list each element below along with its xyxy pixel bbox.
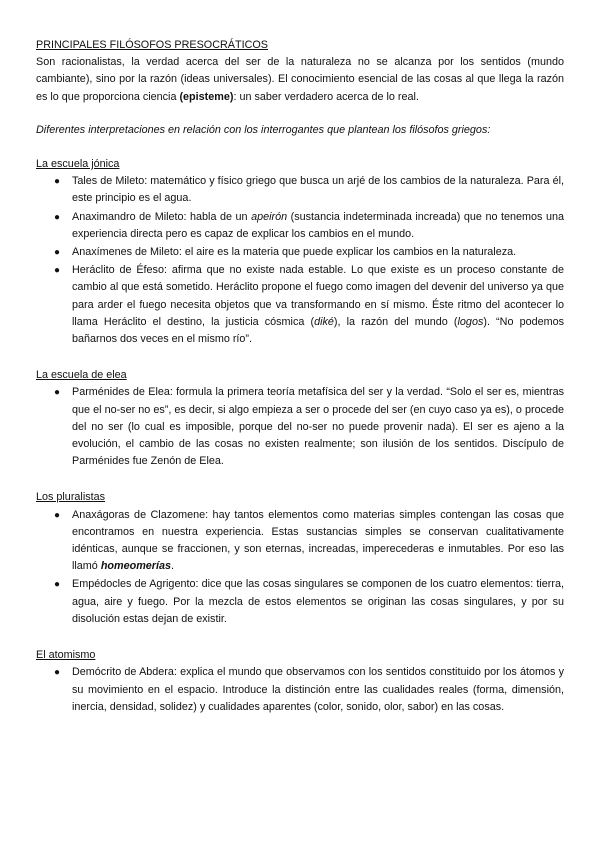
section-heading-atomismo: El atomismo [36,649,96,662]
list-atomismo [36,664,564,716]
item-text-2: . [171,560,175,573]
item-text-1: Anaximandro de Mileto: habla de un [72,210,252,223]
document-title: PRINCIPALES FILÓSOFOS PRESOCRÁTICOS [36,39,268,51]
intro-text-1: Son racionalistas, la verdad acerca del ser de la naturaleza no se alcanza por los sentidos (mundo cambiante), sino por la razón (ideas universales). El conocimiento esencial de las cosas al que llega la razón es lo que proporciona ciencia [36,56,564,103]
item-text-dike: diké [314,315,334,328]
section-heading-pluralistas: Los pluralistas [36,491,106,504]
item-text-logos: logos [457,315,484,328]
document-page [36,37,564,717]
list-item-democrito [36,664,564,716]
item-text-2: ), la razón del mundo ( [333,315,458,328]
item-text-apeiron: apeirón [251,210,288,223]
bullet-icon: ● [54,265,61,277]
bullet-icon: ● [54,176,61,188]
item-text-homeomerias: homeomerías [100,560,172,573]
bullet-icon: ● [54,579,61,591]
item-text: Tales de Mileto: matemático y físico griego que busca un arjé de los cambios de la naturaleza. Para él, este principio es el agua. [72,175,564,205]
item-text-3: ). “No podemos bañarnos dos veces en el mismo río”. [72,315,564,346]
list-item-anaxagoras [36,507,564,576]
intro-episteme: (episteme) [179,90,234,103]
item-text: Anaxímenes de Mileto: el aire es la materia que puede explicar los cambios en la naturaleza. [72,246,517,259]
list-item-empedocles [36,576,564,628]
list-item-anaximandro [36,209,564,243]
bullet-icon: ● [54,387,61,399]
item-text-1: Anaxágoras de Clazomene: hay tantos elementos como materias simples contengan las cosas que encontramos en nuestra experiencia. Estas sustancias simples se conservan cualitativamente idénticas, aunque se fraccionen, y son eternas, increadas, imperecederas e inmutables. Por eso las llamó [72,508,564,573]
bullet-icon: ● [54,211,61,223]
list-jonica [36,173,564,348]
bullet-icon: ● [54,247,61,259]
list-elea [36,384,564,470]
subtitle-line: Diferentes interpretaciones en relación con los interrogantes que plantean los filósofos griegos: [36,123,491,136]
section-heading-elea: La escuela de elea [36,369,127,382]
item-text-2: (sustancia indeterminada increada) que no tenemos una experiencia directa pero es capaz de explicar los cambios en el mundo. [72,210,564,240]
section-heading-jonica: La escuela jónica [36,158,120,171]
item-text-1: Heráclito de Éfeso: afirma que no existe nada estable. Lo que existe es un proceso constante de cambio al que está sometido. Heráclito propone el fuego como imagen del devenir del universo ya que para arder el fuego necesita objetos que va transformando en sí mismo. Éste ritmo del acontecer lo llama Heráclito el destino, la justicia cósmica ( [72,264,564,328]
list-item-anaximenes [36,244,564,261]
list-item-tales [36,173,564,207]
intro-paragraph [36,54,564,106]
item-text: Parménides de Elea: formula la primera teoría metafísica del ser y la verdad. “Solo el ser es, mientras que el no-ser no es”, es decir, si algo empieza a ser o procede del ser (en cuyo caso ya es), o procede del no ser (lo cual es imposible, porque del no-ser no puede provenir nada). El ser es ajeno a la evolución, el cambio de las cosas no existen realmente; son ilusión de los sentidos. Discípulo de Parménides fue Zenón de Elea. [72,386,564,468]
list-pluralistas [36,507,564,628]
bullet-icon: ● [54,667,61,679]
intro-text-2: : un saber verdadero acerca de lo real. [233,90,419,103]
item-text: Demócrito de Abdera: explica el mundo que observamos con los sentidos constituido por los átomos y su movimiento en el espacio. Introduce la distinción entre las cualidades reales (forma, dimensión, inercia, densidad, solidez) y cualidades aparentes (color, sonido, olor, sabor) en las cosas. [72,666,564,713]
item-text: Empédocles de Agrigento: dice que las cosas singulares se componen de los cuatro elementos: tierra, agua, aire y fuego. Por la mezcla de estos elementos se originan las cosas singulares, y por su disolución estas dejan de existir. [72,578,564,625]
list-item-parmenides [36,384,564,470]
bullet-icon: ● [54,509,61,521]
list-item-heraclito [36,262,564,348]
